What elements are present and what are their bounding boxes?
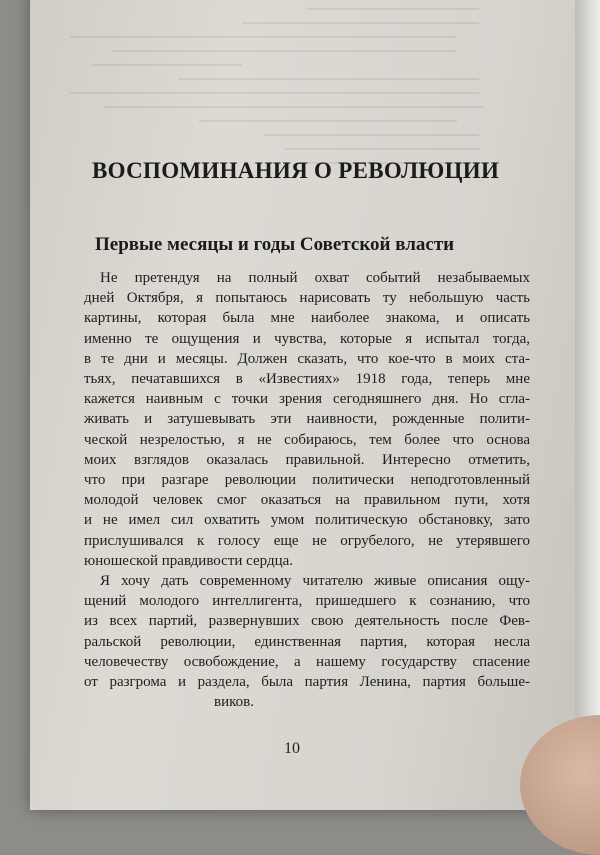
text-line: щений молодого интеллигента, пришедшего к сознанию, что: [84, 593, 530, 610]
text-line: и не имел сил охватить умом политическую обстановку, зато: [84, 512, 530, 529]
text-line: Не претендуя на полный охват событий незабываемых: [100, 270, 530, 286]
text-line: ческой незрелостью, я не собираюсь, тем более что основа: [84, 431, 530, 448]
text-line: что при разгаре революции политически неподготовленный: [84, 472, 530, 489]
text-line: картины, которая была мне наиболее знакома, и описать: [84, 310, 530, 327]
next-page-edge: [575, 0, 600, 800]
text-line: тьях, печатавшихся в «Известиях» 1918 года, теперь мне: [84, 371, 530, 388]
text-line: из всех партий, развернувших свою деятельность после Фев-: [84, 613, 530, 630]
text-line: человечеству освобождение, а нашему государству спасение: [84, 653, 530, 670]
text-line: Я хочу дать современному читателю живые описания ощу-: [100, 573, 530, 590]
text-line: кажется наивным с точки зрения сегодняшнего дня. Но сгла-: [84, 391, 530, 408]
body-text: [84, 268, 530, 712]
text-line: дней Октября, я попытаюсь нарисовать ту небольшую часть: [84, 290, 530, 307]
text-line: от разгрома и раздела, была партия Ленина, партия больше-: [84, 674, 530, 691]
text-line: юношеской правдивости сердца.: [84, 552, 294, 569]
text-line: именно те ощущения и чувства, которые я испытал тогда,: [84, 330, 530, 347]
text-line: ральской революции, единственная партия, которая несла: [84, 633, 530, 650]
text-line: живать и затушевывать эти наивности, рожденные полити-: [84, 411, 530, 428]
text-line: прислушивался к голосу еще не огрубелого, не утерявшего: [84, 532, 530, 549]
text-line: моих взглядов оказалась правильной. Интересно отметить,: [84, 451, 530, 468]
text-line: в те дни и месяцы. Должен сказать, что кое-что в моих ста-: [84, 350, 530, 367]
text-line: виков.: [214, 694, 254, 711]
chapter-heading: ВОСПОМИНАНИЯ О РЕВОЛЮЦИИ: [92, 158, 500, 183]
section-heading: Первые месяцы и годы Советской власти: [95, 234, 455, 255]
text-line: молодой человек смог оказаться на правильном пути, хотя: [84, 492, 530, 509]
page-number: 10: [284, 740, 300, 757]
show-through-text: [70, 8, 500, 223]
